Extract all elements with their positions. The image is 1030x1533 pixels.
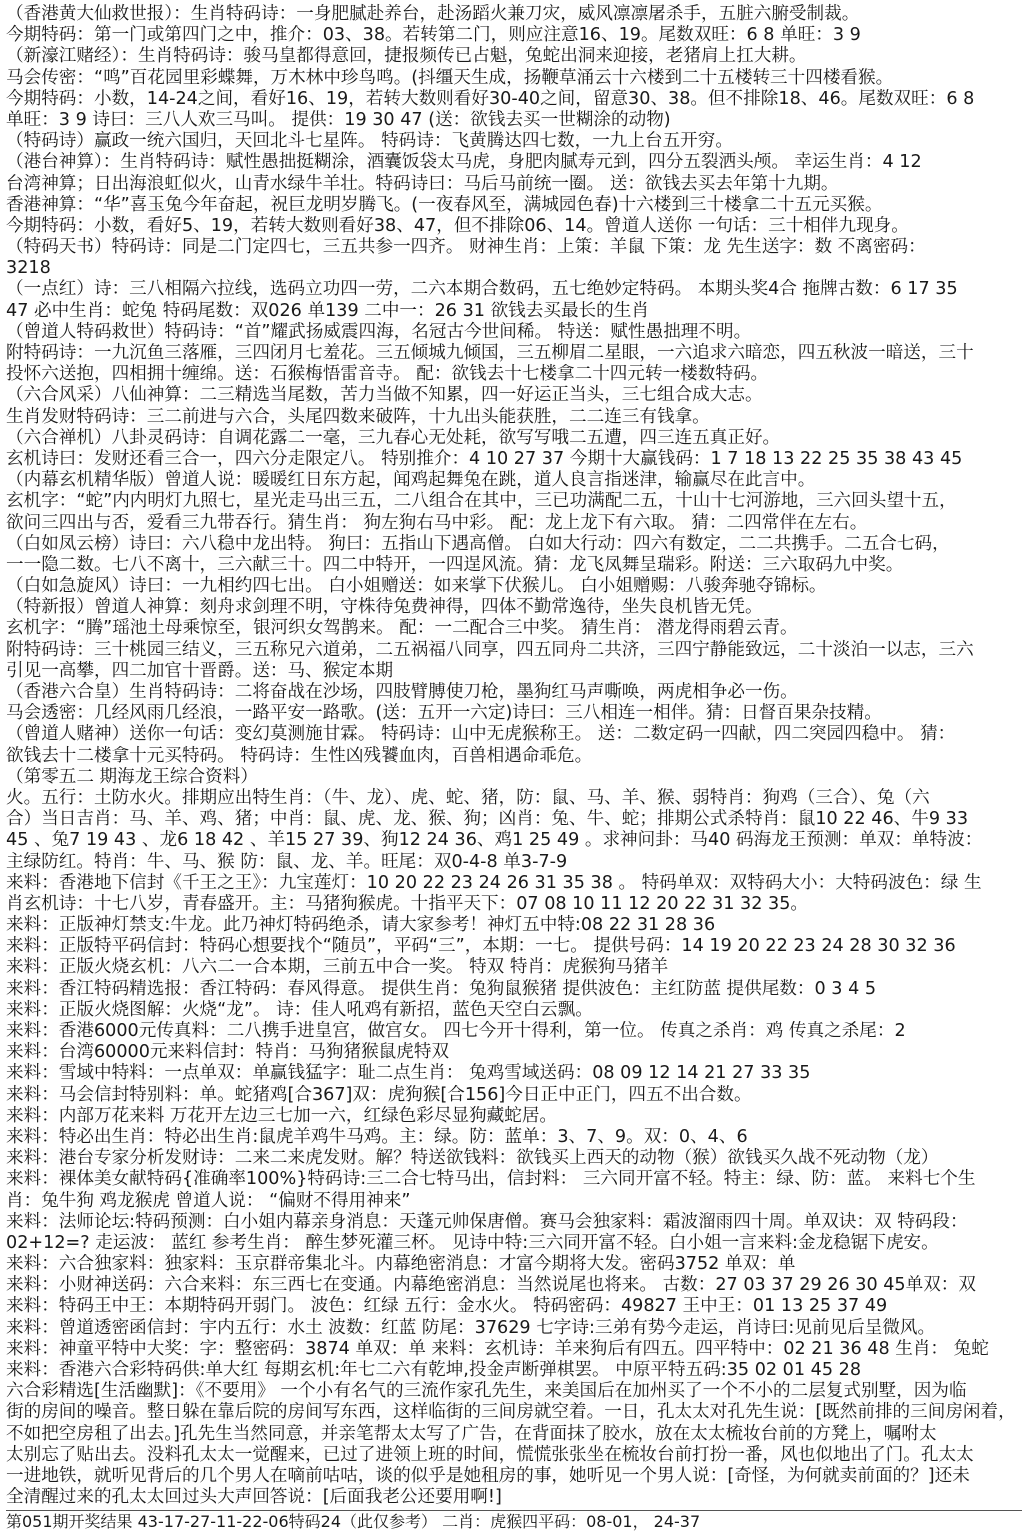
text-line: 47 必中生肖：蛇兔 特码尾数：双026 单139 二中一：26 31 欲钱去买最长的生肖 bbox=[6, 300, 649, 321]
text-line: 来料：小财神送码：六合来料：东三西七在变通。内幕绝密消息：当然说尾也将来。 古数：27 03 37 29 26 30 45单双：双 bbox=[6, 1275, 976, 1296]
text-line: 玄机字：“腾”瑶池土母乘惊至，银河织女驾鹊来。 配：一二配合三中奖。 猜生肖： 潜龙得雨碧云青。 bbox=[6, 618, 798, 639]
text-line: （香港黄大仙救世报）：生肖特码诗：一身肥腻赴养台，赴汤蹈火兼刀灾，威风凛凛屠杀手，五脏六腑受制裁。 bbox=[6, 4, 860, 24]
text-line: 来料：法师论坛:特码预测：白小姐内幕亲身消息：天蓬元帅保唐僧。赛马会独家料：霜波溜雨四十周。单双诀：双 特码段： bbox=[6, 1211, 968, 1232]
text-line: （特码天书）特码诗：同是二门定四七，三五共参一四齐。 财神生肖：上策：羊鼠 下策：龙 先生送字：数 不离密码： bbox=[6, 237, 926, 258]
text-line: 欲问三四出与否，爱看三九带吞行。猜生肖： 狗左狗右马中彩。 配：龙上龙下有六取。 猜：二四常伴在左右。 bbox=[6, 512, 868, 533]
text-line: （香港六合皇）生肖特码诗：二将奋战在沙场，四肢臂膊使刀枪，墨狗红马声嘶唤，两虎相争必一伤。 bbox=[6, 682, 798, 702]
text-line: 今期特码：小数，看好5、19，若转大数则看好38、47，但不排除06、14。曾道人送你 一句话：三十相伴九现身。 bbox=[6, 215, 909, 236]
text-line: 不如把空房租了出去。]孔先生当然同意，并亲笔帮太太写了广告，在背面抹了胶水，放在太太梳妆台前的方凳上，嘱咐太 bbox=[6, 1423, 937, 1444]
text-line: （内幕玄机精华版）曾道人说：暖暖红日东方起，闻鸡起舞兔在跳，道人良言指迷津，输赢尽在此言中。 bbox=[6, 470, 816, 491]
text-line: 来料：正版火烧玄机：八六二一合本期，三前五中合一奖。 特双 特肖：虎猴狗马猪羊 bbox=[6, 957, 669, 978]
text-line: 3218 bbox=[6, 258, 51, 279]
text-line: 一进地铁，就听见背后的几个男人在嘀前咕咕，谈的似乎是她租房的事，她听见一个男人说：[奇怪，为何就卖前面的？]还未 bbox=[6, 1465, 970, 1486]
text-line: 来料：雪域中特料：一点单双：单赢钱猛字：耻二点生肖： 兔鸡雪域送码：08 09 12 14 21 27 33 35 bbox=[6, 1063, 811, 1084]
text-line: （港台神算）：生肖特码诗：赋性愚拙挺糊涂，酒囊饭袋太马虎，身肥肉腻寿元到，四分五裂洒头颅。 幸运生肖：4 12 bbox=[6, 152, 922, 173]
text-line: 来料：台湾60000元来料信封：特肖：马狗猪猴鼠虎特双 bbox=[6, 1042, 450, 1063]
text-line: 附特码诗：一九沉鱼三落雁，三四闭月七羞花。三五倾城九倾国，三五柳眉二星眼，一六追求六暗恋，四五秋波一暗送，三十 bbox=[6, 343, 974, 363]
text-line: 全清醒过来的孔太太回过头大声回答说：[后面我老公还要用啊!] bbox=[6, 1487, 502, 1508]
text-line: （六合禅机）八卦灵码诗：自调花露二一毫，三九春心无处耗，欲写写哦二五遭，四三连五真正好。 bbox=[6, 427, 781, 448]
text-line: 引见一高攀，四二加官十晋爵。送：马、猴定本期 bbox=[6, 660, 394, 681]
text-line: 火。五行：土防水火。排期应出特生肖：（牛、龙）、虎、蛇、猪，防：鼠、马、羊、猴、弱特肖：狗鸡（三合）、兔（六 bbox=[6, 787, 930, 808]
text-line: 合）当日吉肖：马、羊、鸡、猪；中肖：鼠、虎、龙、猴、狗；凶肖：兔、牛、蛇；排期公式杀特肖：鼠10 22 46、牛9 33 bbox=[6, 809, 969, 830]
text-line: 今期特码：小数，14-24之间，看好16、19，若转大数则看好30-40之间，留意30、38。但不排除18、46。尾数双旺：6 8 bbox=[6, 88, 975, 109]
text-lines bbox=[6, 4, 1022, 1508]
text-line: 欲钱去十二楼拿十元买特码。 特码诗：生性凶残饕血肉，百兽相遇命乖危。 bbox=[6, 745, 593, 766]
text-line: 来料：正版特平码信封：特码心想要找个“随员”，平码“三”，本期：一七。 提供号码：14 19 20 22 23 24 28 30 32 36 bbox=[6, 936, 956, 957]
text-line: 单旺：3 9 诗曰：三八人欢三马叫。 提供：19 30 47 (送：欲钱去买一世糊涂的动物) bbox=[6, 109, 671, 130]
text-line: 附特码诗：三十桃园三结义，三五称兄六道弟，二五祸福八同享，四五同舟二共济，三四宁静能致远，二十淡泊一以志，三六 bbox=[6, 639, 974, 660]
text-line: （白如急旋风）诗曰：一九相约四七出。 白小姐赠送：如来掌下伏猴儿。 白小姐赠赐：八骏奔驰夺锦标。 bbox=[6, 576, 827, 597]
text-line: 来料：特码王中王：本期特码开弱门。 波色：红绿 五行：金水火。 特码密码：49827 王中王：01 13 25 37 49 bbox=[6, 1296, 888, 1317]
text-line: 来料：特必出生肖：特必出生肖:鼠虎羊鸡牛马鸡。主：绿。防：蓝单：3、7、9。双：0、4、6 bbox=[6, 1126, 748, 1147]
text-line: （白如凤云榜）诗曰：六八稳中龙出特。 狗曰：五指山下遇高僧。 白如大行动：四六有数定，二二共携手。二五合七码， bbox=[6, 533, 950, 554]
text-line: 来料：神童平特中大奖：字：整密码：3874 单双：单 来料：玄机诗：羊来狗后有四五。四平特中：02 21 36 48 生肖： 兔蛇 bbox=[6, 1338, 989, 1359]
draw-result-footer: 第051期开奖结果 43-17-27-11-22-06特码24（此仅参考） 二肖：虎猴四平码：08-01， 24-37 bbox=[6, 1510, 1022, 1532]
text-line: 生肖发财特码诗：三二前进与六合，头尾四数来破阵，十九出头能获胜，二二连三有钱拿。 bbox=[6, 406, 710, 427]
text-line: （特码诗）赢政一统六国归，天回北斗七星阵。 特码诗：飞黄腾达四七数，一九上台五开穷。 bbox=[6, 131, 733, 152]
text-line: （特新报）曾道人神算：刻舟求剑理不明，守株待兔费神得，四体不勤常逸待，坐失良机皆无凭。 bbox=[6, 597, 763, 618]
text-line: （六合风采）八仙神算：二三精选当尾数，苦力当做不知累，四一好运正当头，三七组合成大志。 bbox=[6, 385, 763, 406]
text-line: 来料：香港地下信封《千王之王》：九宝莲灯：10 20 22 23 24 26 31 35 38 。 特码单双：双特码大小：大特码波色：绿 生 bbox=[6, 872, 982, 893]
text-line: 来料：港台专家分析发财诗：二来二来虎发财。解？特送欲钱料：欲钱买上西天的动物（猴）欲钱买久战不死动物（龙） bbox=[6, 1148, 939, 1169]
text-line: 来料：香港6000元传真料：二八携手进皇宫，做宫女。 四七今开十得利，第一位。 传真之杀肖：鸡 传真之杀尾：2 bbox=[6, 1021, 906, 1041]
text-line: 一一隐二数。七八不离十，三六献三十。四二中特开，一四逞风流。猜：龙飞凤舞呈瑞彩。附送：三六取码九中奖。 bbox=[6, 554, 904, 575]
text-line: 肖玄机诗：十七八岁，青春盛开。主：马猪狗猴虎。十指平天下：07 08 10 11 12 20 22 31 32 35。 bbox=[6, 893, 809, 914]
text-line: 来料：内部万花来料 万花开左边三七加一六，红绿色彩尽显狗藏蛇居。 bbox=[6, 1105, 558, 1126]
text-line: （新濠江赌经）：生肖特码诗：骏马皇都得意回，捷报频传已占魁，兔蛇出洞来迎接，老猪肩上扛大耕。 bbox=[6, 46, 807, 67]
text-line: 主绿防红。特肖：牛、马、猴 防：鼠、龙、羊。旺尾：双0-4-8 单3-7-9 bbox=[6, 851, 568, 872]
text-line: 02+12=? 走运波： 蓝红 参考生肖： 醉生梦死灌三杯。 见诗中特:三六同开富不轻。白小姐一言来料:金龙稳锯下虎安。 bbox=[6, 1232, 939, 1253]
text-line: 来料：曾道透密函信封：宇内五行：水土 波数：红蓝 防尾：37629 七字诗:三弟有势今走运，肖诗曰:见前见后呈微风。 bbox=[6, 1317, 936, 1338]
text-line: 45 、兔7 19 43 、龙6 18 42 、羊15 27 39、狗12 24 36、鸡1 25 49 。求神问卦：马40 码海龙王预测：单双：单特波： bbox=[6, 830, 983, 851]
text-line: 街的房间的噪音。整日躲在靠后院的房间写东西，这样临街的三间房就空着。一日，孔太太对孔先生说：[既然前排的三间房闲着， bbox=[6, 1402, 1016, 1423]
text-line: 马会传密：“鸣”百花园里彩蝶舞，万木林中珍鸟鸣。(抖缰天生成，扬鞭草涌云十六楼到二十五楼转三十四楼看猴。 bbox=[6, 67, 894, 88]
text-line: 马会透密：几经风雨几经浪，一路平安一路歌。(送：五开一六定)诗曰：三八相连一相伴。猜：日督百果杂技精。 bbox=[6, 703, 882, 724]
text-line: 台湾神算；日出海浪虹似火，山青水绿牛羊壮。特码诗曰：马后马前统一圈。 送：欲钱去买去年第十九期。 bbox=[6, 173, 839, 194]
text-line: 投怀六送抱，四相拥十缠绵。送：石猴梅悟雷音寺。 配：欲钱去十七楼拿二十四元转一楼数特码。 bbox=[6, 364, 769, 385]
text-line: 来料：六合独家料：独家料：玉京群帝集北斗。内幕绝密消息：才富今期将大发。密码3752 单双：单 bbox=[6, 1254, 796, 1275]
text-line: （一点红）诗：三八相隔六拉线，选码立功四一劳，二六本期合数码，五七绝妙定特码。 本期头奖4合 拖牌古数：6 17 35 bbox=[6, 279, 958, 300]
text-line: 太别忘了贴出去。没料孔太太一觉醒来，已过了进领上班的时间，慌慌张张坐在梳妆台前打扮一番，风也似地出了门。孔太太 bbox=[6, 1444, 974, 1465]
text-line: 来料：香江特码精选报：香江特码：春风得意。 提供生肖：兔狗鼠猴猪 提供波色：主红防蓝 提供尾数：0 3 4 5 bbox=[6, 978, 877, 999]
text-line: 香港神算：“华”喜玉兔今年奋起，祝巨龙明岁腾飞。(一夜春风至，满城园色春)十六楼到三十楼拿二十五元买猴。 bbox=[6, 194, 883, 215]
text-line: 来料：香港六合彩特码供:单大红 每期玄机:年七二六有乾坤,投金声断弹棋罢。 中原平特五码:35 02 01 45 28 bbox=[6, 1360, 862, 1380]
text-line: 来料：正版火烧图解：火烧“龙”。 诗：佳人吼鸡有新招，蓝色天空白云飘。 bbox=[6, 999, 593, 1020]
text-line: 来料：马会信封特别料：单。蛇猪鸡[合367]双：虎狗猴[合156]今日正中正门，四五不出合数。 bbox=[6, 1084, 752, 1105]
text-line: 玄机字：“蛇”内内明灯九照七，星光走马出三五，二八组合在其中，三已功满配二五，十山十七河游地，三六回头望十五， bbox=[6, 491, 957, 512]
text-line: 来料：正版神灯禁支:牛龙。此乃神灯特码绝杀，请大家参考！神灯五中特:08 22 31 28 36 bbox=[6, 915, 716, 936]
text-line: （曾道人赌神）送你一句话：变幻莫测施甘霖。 特码诗：山中无虎猴称王。 送：二数定码一四献，四二突园四稳中。 猜： bbox=[6, 724, 956, 745]
text-line: 来料：裸体美女献特码{准确率100%}特码诗:三二合七特马出，信封料： 三六同开富不轻。特主：绿、防：蓝。 来料七个生 bbox=[6, 1169, 976, 1190]
text-line: （曾道人特码救世）特码诗：“首”耀武扬威震四海，名冠古今世间稀。 特送：赋性愚拙理不明。 bbox=[6, 321, 752, 342]
text-line: 今期特码：第一门或第四门之中，推介：03、38。若转第二门，则应注意16、19。尾数双旺：6 8 单旺：3 9 bbox=[6, 25, 861, 46]
text-line: 六合彩精选[生活幽默]：《不要用》 一个小有名气的三流作家孔先生，来美国后在加州买了一个不小的二层复式别墅，因为临 bbox=[6, 1381, 967, 1402]
text-line: 玄机诗曰：发财还看三合一，四六分走限定八。 特别推介：4 10 27 37 今期十大赢钱码：1 7 18 13 22 25 35 38 43 45 bbox=[6, 448, 963, 469]
text-line: （第零五二 期海龙王综合资料） bbox=[6, 766, 258, 787]
text-line: 肖：兔牛狗 鸡龙猴虎 曾道人说： “偏财不得用神来” bbox=[6, 1190, 411, 1211]
